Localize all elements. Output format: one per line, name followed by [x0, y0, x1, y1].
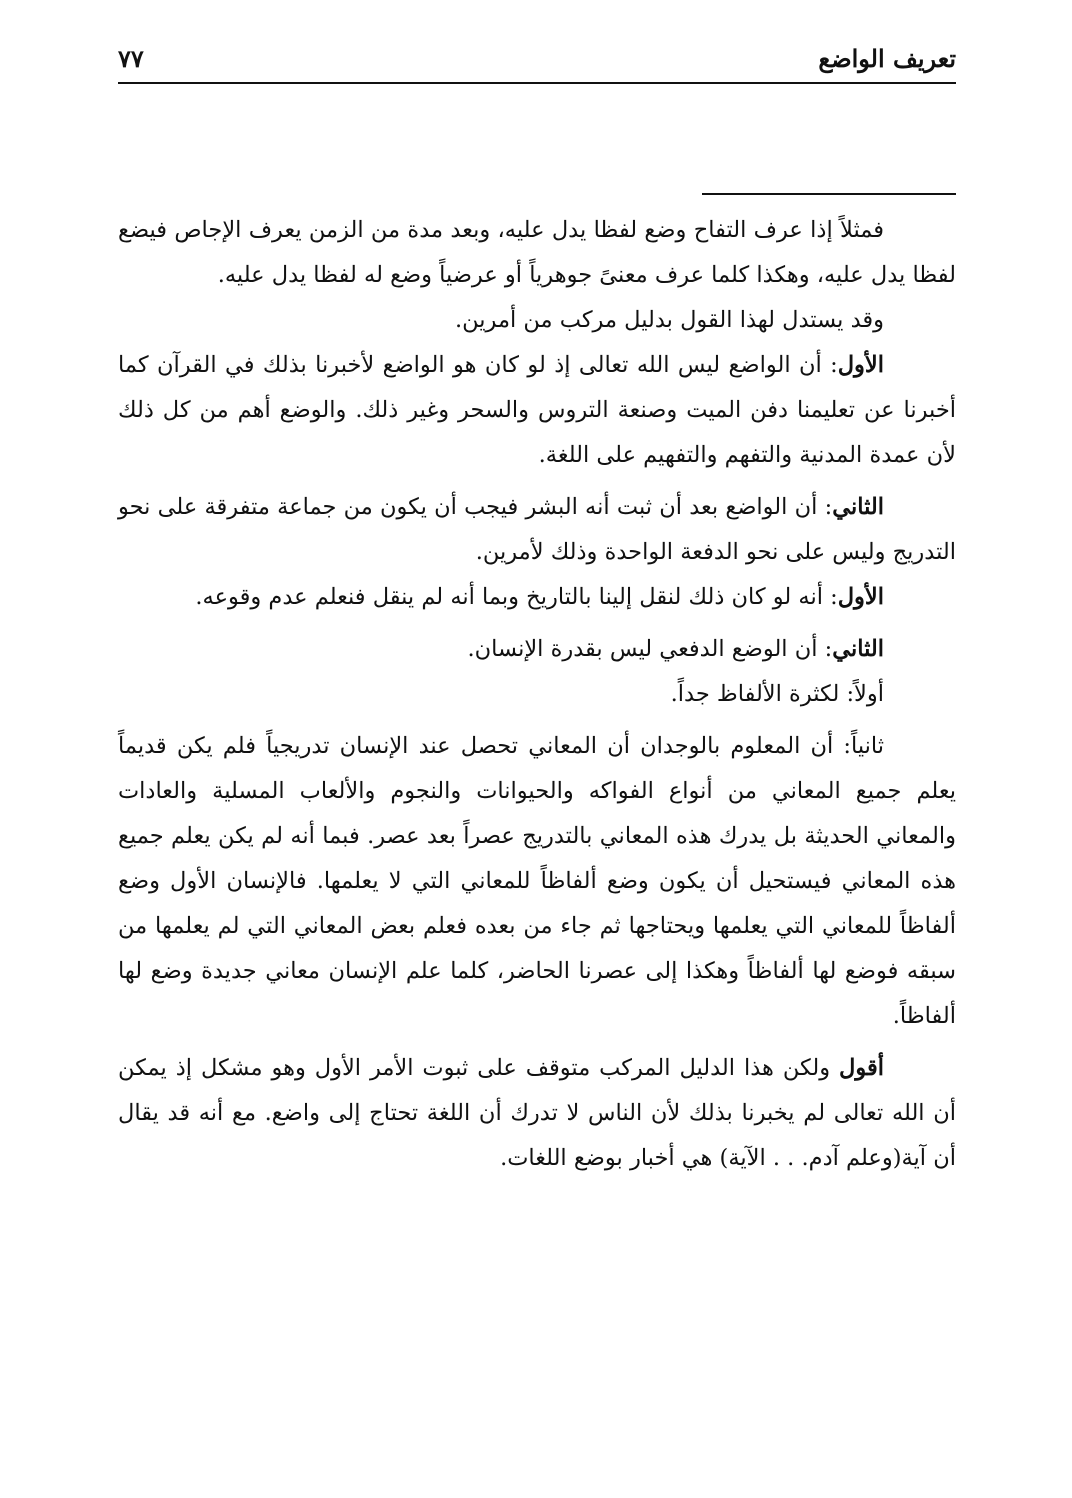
- paragraph-lead: الأول: [837, 584, 884, 610]
- footnote-separator: [702, 193, 956, 195]
- paragraph-text: : أن الواضع ليس الله تعالى إذ لو كان هو الواضع لأخبرنا بذلك في القرآن كما أخبرنا عن تعليمنا دفن الميت وصنعة التروس والسحر وغير ذلك. والوضع أهم من كل ذلك لأن عمدة المدنية والتفهم والتفهيم على اللغة.: [118, 352, 956, 468]
- paragraph: [118, 672, 956, 717]
- paragraph: [118, 485, 956, 575]
- paragraph-text: : أنه لو كان ذلك لنقل إلينا بالتاريخ وبما أنه لم ينقل فنعلم عدم وقوعه.: [195, 584, 838, 610]
- paragraph: [118, 208, 956, 298]
- paragraph: [118, 298, 956, 343]
- paragraph-lead: الثاني: [832, 494, 884, 520]
- paragraph: [118, 627, 956, 672]
- paragraph-lead: الأول: [837, 352, 884, 378]
- chapter-title: تعريف الواضع: [818, 44, 956, 73]
- running-header: [118, 38, 956, 82]
- body-text: [118, 208, 956, 1181]
- paragraph-text: ولكن هذا الدليل المركب متوقف على ثبوت الأمر الأول وهو مشكل إذ يمكن أن الله تعالى لم يخبرنا بذلك لأن الناس لا تدرك أن اللغة تحتاج إلى واضع. مع أنه قد يقال أن آية(وعلم آدم. . . الآية) هي أخبار بوضع اللغات.: [118, 1055, 956, 1171]
- paragraph-lead: أقول: [839, 1055, 884, 1081]
- paragraph-lead: الثاني: [832, 636, 884, 662]
- paragraph-text: فمثلاً إذا عرف التفاح وضع لفظا يدل عليه، وبعد مدة من الزمن يعرف الإجاص فيضع لفظا يدل عليه، وهكذا كلما عرف معنىً جوهرياً أو عرضياً وضع له لفظا يدل عليه.: [118, 217, 956, 288]
- paragraph-text: ثانياً: أن المعلوم بالوجدان أن المعاني تحصل عند الإنسان تدريجياً فلم يكن قديماً يعلم جميع المعاني من أنواع الفواكه والحيوانات والنجوم والألعاب المسلية والعادات والمعاني الحديثة بل يدرك هذه المعاني بالتدريج عصراً بعد عصر. فبما أنه لم يكن يعلم جميع هذه المعاني فيستحيل أن يكون وضع ألفاظاً للمعاني التي لا يعلمها. فالإنسان الأول وضع ألفاظاً للمعاني التي يعلمها ويحتاجها ثم جاء من بعده فعلم بعض المعاني التي لم يعلمها من سبقه فوضع لها ألفاظاً وهكذا إلى عصرنا الحاضر، كلما علم الإنسان معاني جديدة وضع لها ألفاظاً.: [118, 733, 956, 1029]
- paragraph-text: : أن الوضع الدفعي ليس بقدرة الإنسان.: [467, 636, 833, 662]
- paragraph-text: : أن الواضع بعد أن ثبت أنه البشر فيجب أن يكون من جماعة متفرقة على نحو التدريج وليس على نحو الدفعة الواحدة وذلك لأمرين.: [118, 494, 956, 565]
- paragraph-text: وقد يستدل لهذا القول بدليل مركب من أمرين.: [455, 307, 884, 333]
- paragraph: [118, 724, 956, 1039]
- paragraph-text: أولاً: لكثرة الألفاظ جداً.: [670, 681, 884, 707]
- paragraph: [118, 575, 956, 620]
- paragraph: [118, 343, 956, 478]
- page-number: ٧٧: [118, 44, 144, 73]
- header-divider: [118, 82, 956, 84]
- paragraph: [118, 1046, 956, 1181]
